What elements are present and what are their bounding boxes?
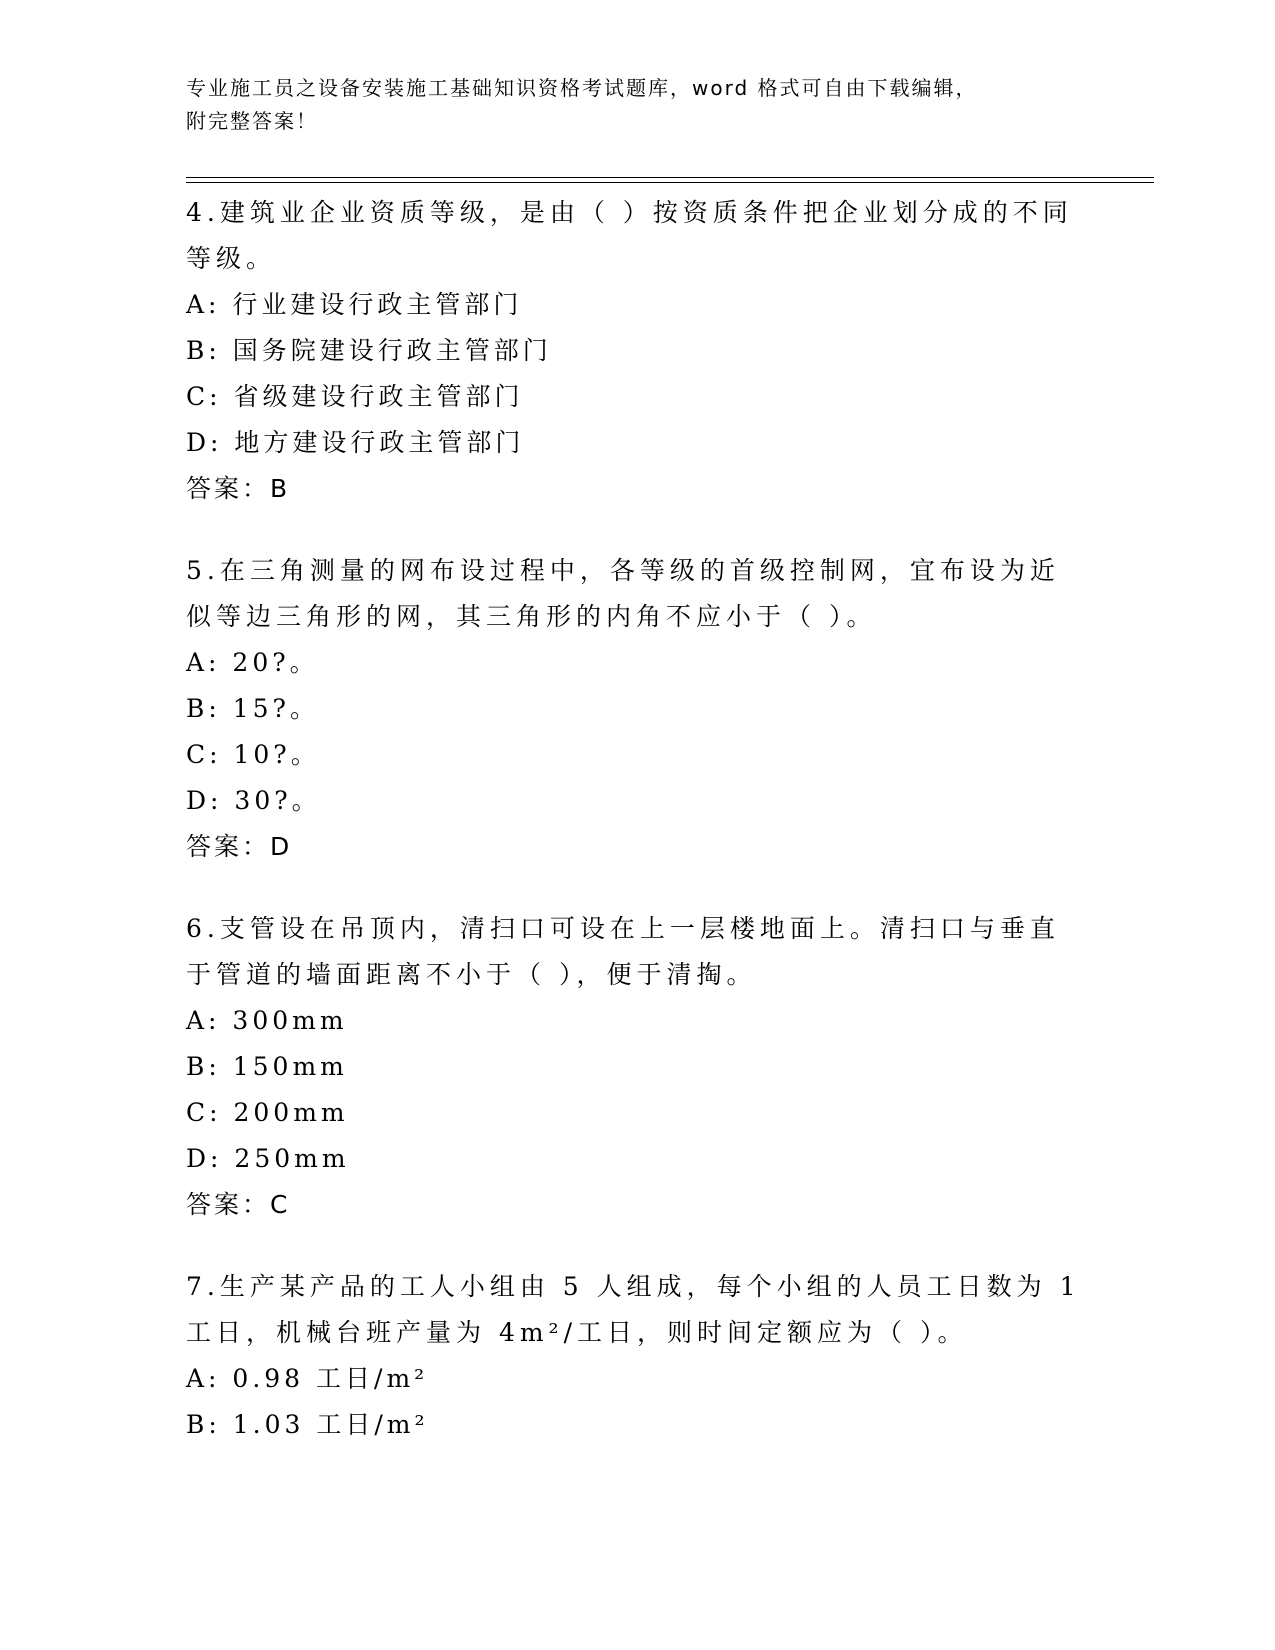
question-7 (186, 1264, 1086, 1448)
answer-line: 答案：D (186, 832, 293, 861)
option-c: C: 200mm (186, 1098, 349, 1127)
option-d: D: 30?。 (186, 786, 321, 815)
option-a: A: 0.98 工日/m² (186, 1364, 429, 1393)
document-header (186, 72, 1086, 138)
option-d: D: 地方建设行政主管部门 (186, 428, 525, 457)
question-stem: 4.建筑业企业资质等级，是由（ ）按资质条件把企业划分成的不同等级。 (186, 198, 1073, 273)
option-b: B: 1.03 工日/m² (186, 1410, 429, 1439)
option-c: C: 10?。 (186, 740, 320, 769)
option-b: B: 15?。 (186, 694, 319, 723)
header-title-line1: 专业施工员之设备安装施工基础知识资格考试题库，word 格式可自由下载编辑， (186, 76, 978, 100)
question-stem: 6.支管设在吊顶内，清扫口可设在上一层楼地面上。清扫口与垂直于管道的墙面距离不小于（ ），便于清掏。 (186, 914, 1060, 989)
option-d: D: 250mm (186, 1144, 350, 1173)
option-c: C: 省级建设行政主管部门 (186, 382, 524, 411)
question-4 (186, 190, 1086, 512)
answer-line: 答案：C (186, 1190, 291, 1219)
header-title-line2: 附完整答案！ (186, 109, 318, 133)
question-stem: 7.生产某产品的工人小组由 5 人组成，每个小组的人员工日数为 1 工日，机械台班产量为 4m²/工日，则时间定额应为（ ）。 (186, 1272, 1081, 1347)
question-6 (186, 906, 1086, 1228)
option-a: A: 20?。 (186, 648, 319, 677)
option-a: A: 行业建设行政主管部门 (186, 290, 523, 319)
option-b: B: 150mm (186, 1052, 348, 1081)
header-divider-bottom (186, 182, 1154, 183)
question-stem: 5.在三角测量的网布设过程中，各等级的首级控制网，宜布设为近似等边三角形的网，其三角形的内角不应小于（ ）。 (186, 556, 1060, 631)
answer-line: 答案：B (186, 474, 291, 503)
header-divider-top (186, 177, 1154, 178)
question-list (186, 190, 1086, 1484)
option-b: B: 国务院建设行政主管部门 (186, 336, 552, 365)
option-a: A: 300mm (186, 1006, 348, 1035)
question-5 (186, 548, 1086, 870)
